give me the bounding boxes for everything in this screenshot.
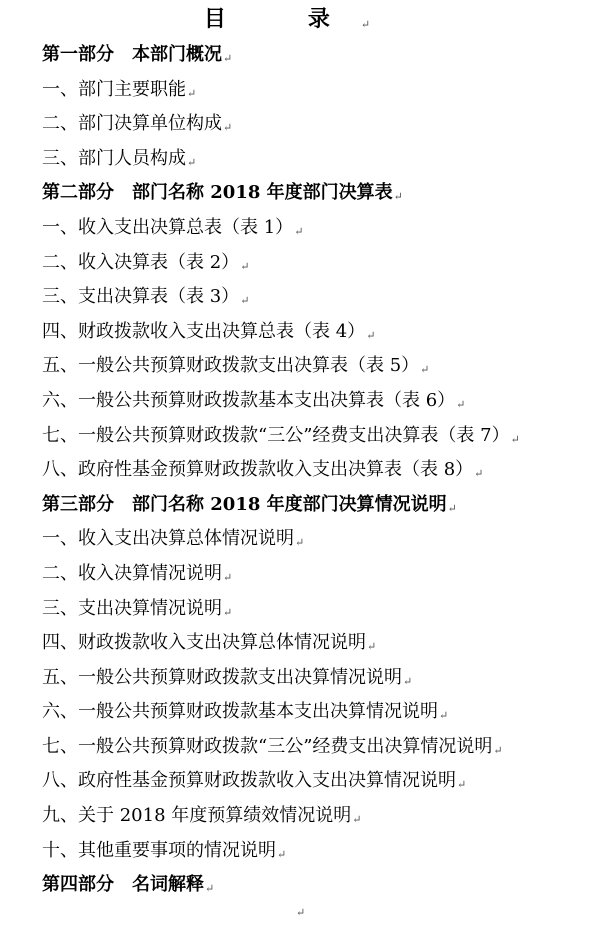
paragraph-mark-icon: ↵ (223, 605, 233, 619)
paragraph-mark-icon: ↵ (447, 501, 457, 515)
paragraph-mark-icon: ↵ (296, 906, 306, 919)
paragraph-mark-icon: ↵ (493, 743, 503, 757)
toc-entry-text: 一、收入支出决算总体情况说明 (42, 528, 294, 550)
toc-entry (42, 73, 520, 108)
paragraph-mark-icon: ↵ (187, 155, 197, 169)
paragraph-mark-icon: ↵ (457, 778, 467, 792)
paragraph-mark-icon: ↵ (295, 536, 305, 550)
paragraph-mark-icon: ↵ (223, 121, 233, 135)
toc-entry-text: 第四部分 名词解释 (42, 874, 204, 896)
toc-entry (42, 764, 520, 799)
toc-entry-text: 六、一般公共预算财政拨款基本支出决算表（表 6） (42, 389, 456, 411)
toc-entry-text: 三、部门人员构成 (42, 147, 186, 169)
toc-entry (42, 107, 520, 142)
toc-entry-text: 五、一般公共预算财政拨款支出决算情况说明 (42, 666, 402, 688)
toc-entry-text: 一、部门主要职能 (42, 78, 186, 100)
toc-entry (42, 246, 520, 281)
toc-part-heading (42, 176, 520, 211)
toc-entry-text: 十、其他重要事项的情况说明 (42, 839, 276, 861)
toc-entry (42, 557, 520, 592)
toc-entry-text: 八、政府性基金预算财政拨款收入支出决算表（表 8） (42, 459, 474, 481)
toc-entry (42, 661, 520, 696)
toc-entry-text: 二、收入决算表（表 2） (42, 251, 240, 273)
paragraph-mark-icon: ↵ (223, 570, 233, 584)
toc-entry (42, 695, 520, 730)
paragraph-mark-icon: ↵ (456, 397, 466, 411)
toc-entry-text: 七、一般公共预算财政拨款“三公”经费支出决算表（表 7） (42, 424, 510, 446)
toc-entry-text: 第一部分 本部门概况 (42, 44, 222, 65)
toc-entry (42, 626, 520, 661)
document-title-text: 目 录 (203, 6, 360, 32)
paragraph-mark-icon: ↵ (420, 363, 430, 377)
paragraph-mark-icon: ↵ (360, 18, 401, 31)
toc-entry-text: 八、政府性基金预算财政拨款收入支出决算情况说明 (42, 770, 456, 792)
toc-entry (42, 453, 520, 488)
toc-entry (42, 211, 520, 246)
toc-entry (42, 592, 520, 627)
toc-entry-text: 六、一般公共预算财政拨款基本支出决算情况说明 (42, 701, 438, 723)
paragraph-mark-icon: ↵ (367, 640, 377, 654)
paragraph-mark-icon: ↵ (205, 882, 215, 896)
paragraph-mark-icon: ↵ (240, 294, 250, 308)
document-title (0, 4, 604, 40)
toc-entry (42, 349, 520, 384)
paragraph-mark-icon: ↵ (439, 709, 449, 723)
toc-entry-text: 三、支出决算情况说明 (42, 597, 222, 619)
toc-entry (42, 834, 520, 869)
paragraph-mark-icon: ↵ (187, 86, 197, 100)
paragraph-mark-icon: ↵ (510, 432, 520, 446)
toc-part-heading (42, 868, 520, 903)
toc-entry (42, 384, 520, 419)
toc-part-heading (42, 38, 520, 73)
toc-entry (42, 522, 520, 557)
paragraph-mark-icon: ↵ (240, 259, 250, 273)
paragraph-mark-icon: ↵ (474, 467, 484, 481)
toc-entry-text: 四、财政拨款收入支出决算总体情况说明 (42, 632, 366, 654)
toc-entry (42, 315, 520, 350)
toc-entry-text: 第二部分 部门名称 2018 年度部门决算表 (42, 182, 393, 204)
paragraph-mark-icon: ↵ (294, 224, 304, 238)
toc-entry-text: 九、关于 2018 年度预算绩效情况说明 (42, 805, 352, 827)
paragraph-mark-icon: ↵ (366, 328, 376, 342)
toc-entry (42, 280, 520, 315)
toc-entry (42, 799, 520, 834)
paragraph-mark-icon: ↵ (403, 674, 413, 688)
toc-entry-text: 二、部门决算单位构成 (42, 113, 222, 135)
toc-entry (42, 730, 520, 765)
toc-entry-text: 五、一般公共预算财政拨款支出决算表（表 5） (42, 355, 420, 377)
toc-entry-text: 七、一般公共预算财政拨款“三公”经费支出决算情况说明 (42, 735, 493, 757)
paragraph-mark-icon: ↵ (223, 52, 233, 65)
paragraph-mark-icon: ↵ (277, 847, 287, 861)
toc-entry-text: 四、财政拨款收入支出决算总表（表 4） (42, 320, 366, 342)
toc-entry-text: 三、支出决算表（表 3） (42, 286, 240, 308)
paragraph-mark-icon: ↵ (393, 190, 403, 204)
toc-entry-text: 二、收入决算情况说明 (42, 562, 222, 584)
toc-entry-text: 第三部分 部门名称 2018 年度部门决算情况说明 (42, 493, 447, 515)
toc-entry-text: 一、收入支出决算总表（表 1） (42, 216, 294, 238)
toc-part-heading (42, 488, 520, 523)
toc-entry (42, 419, 520, 454)
toc-entry (42, 142, 520, 177)
table-of-contents (42, 38, 520, 903)
paragraph-mark-icon: ↵ (352, 813, 362, 827)
